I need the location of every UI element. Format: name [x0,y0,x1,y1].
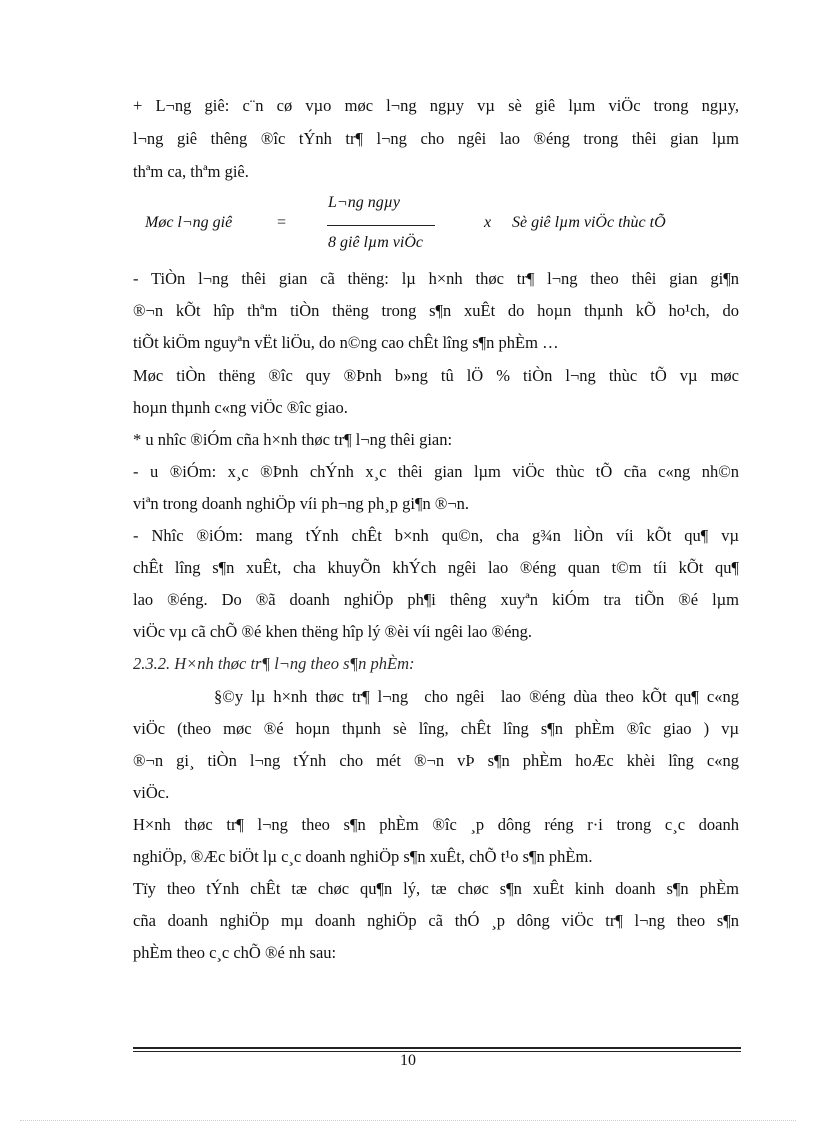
paragraph-line: lao ®éng. Do ®ã doanh nghiÖp ph¶i thêng xuyªn kiÓm tra tiÕn ®é lµm [133,590,739,609]
formula-times: x [484,214,492,231]
paragraph-line: viÖc. [133,783,170,802]
paragraph-line: viÖc (theo møc ®é hoµn thµnh sè lîng, chÊt lîng s¶n phÈm ®îc giao ) vµ [133,719,739,738]
paragraph-line: cña doanh nghiÖp mµ doanh nghiÖp cã thÓ ¸p dông viÖc tr¶ l¬ng theo s¶n [133,911,739,930]
paragraph-line: * u nhîc ®iÓm cña h×nh thøc tr¶ l¬ng thêi gian: [133,430,453,449]
fraction-bar [327,225,435,226]
paragraph-line: thªm ca, thªm giê. [133,162,249,181]
formula-denominator: 8 giê lµm viÖc [328,234,423,251]
paragraph-line: hoµn thµnh c«ng viÖc ®îc giao. [133,398,348,417]
page-edge-dotted-line [20,1120,796,1121]
paragraph-line: l¬ng giê thêng ®îc tÝnh tr¶ l¬ng cho ngêi lao ®éng trong thêi gian lµm [133,129,739,148]
paragraph-line: - TiÒn l¬ng thêi gian cã thëng: lµ h×nh thøc tr¶ l¬ng theo thêi gian gi¶n [133,269,739,288]
page-number: 10 [400,1052,416,1069]
paragraph-line: + L¬ng giê: c¨n cø vµo møc l¬ng ngµy vµ sè giê lµm viÖc trong ngµy, [133,96,739,115]
formula-lhs: Møc l¬ng giê [145,214,233,231]
section-heading: 2.3.2. H×nh thøc tr¶ l¬ng theo s¶n phÈm: [133,654,415,673]
hourly-wage-formula [0,190,816,260]
formula-numerator: L¬ng ngµy [328,194,401,211]
paragraph-line: viÖc vµ cã chÕ ®é khen thëng hîp lý ®èi víi ngêi lao ®éng. [133,622,533,641]
formula-equals: = [276,214,287,231]
paragraph-line: phÈm theo c¸c chÕ ®é nh sau: [133,943,337,962]
paragraph-line: chÊt lîng s¶n xuÊt, cha khuyÕn khÝch ngêi lao ®éng quan t©m tíi kÕt qu¶ [133,558,739,577]
paragraph-line: ®¬n gi¸ tiÒn l¬ng tÝnh cho mét ®¬n vÞ s¶n phÈm hoÆc khèi lîng c«ng [133,751,739,770]
paragraph-line: - u ®iÓm: x¸c ®Þnh chÝnh x¸c thêi gian lµm viÖc thùc tÕ cña c«ng nh©n [133,462,739,481]
footer-rule-top [133,1047,741,1049]
paragraph-line: tiÕt kiÖm nguyªn vËt liÖu, do n©ng cao chÊt lîng s¶n phÈm … [133,333,559,352]
paragraph-line: §©y lµ h×nh thøc tr¶ l¬ng cho ngêi lao ®éng dùa theo kÕt qu¶ c«ng [133,687,739,706]
paragraph-line: H×nh thøc tr¶ l¬ng theo s¶n phÈm ®îc ¸p dông réng r·i trong c¸c doanh [133,815,739,834]
paragraph-line: ®¬n kÕt hîp thªm tiÒn thëng trong s¶n xuÊt do hoµn thµnh kÕ ho¹ch, do [133,301,739,320]
formula-rhs: Sè giê lµm viÖc thùc tÕ [512,214,666,231]
paragraph-line: Tïy theo tÝnh chÊt tæ chøc qu¶n lý, tæ chøc s¶n xuÊt kinh doanh s¶n phÈm [133,879,739,898]
paragraph-line: - Nhîc ®iÓm: mang tÝnh chÊt b×nh qu©n, cha g¾n liÒn víi kÕt qu¶ vµ [133,526,739,545]
paragraph-line: nghiÖp, ®Æc biÖt lµ c¸c doanh nghiÖp s¶n xuÊt, chÕ t¹o s¶n phÈm. [133,847,593,866]
paragraph-line: viªn trong doanh nghiÖp víi ph¬ng ph¸p gi¶n ®¬n. [133,494,470,513]
paragraph-line: Møc tiÒn thëng ®îc quy ®Þnh b»ng tû lÖ % tiÒn l¬ng thùc tÕ vµ møc [133,366,739,385]
